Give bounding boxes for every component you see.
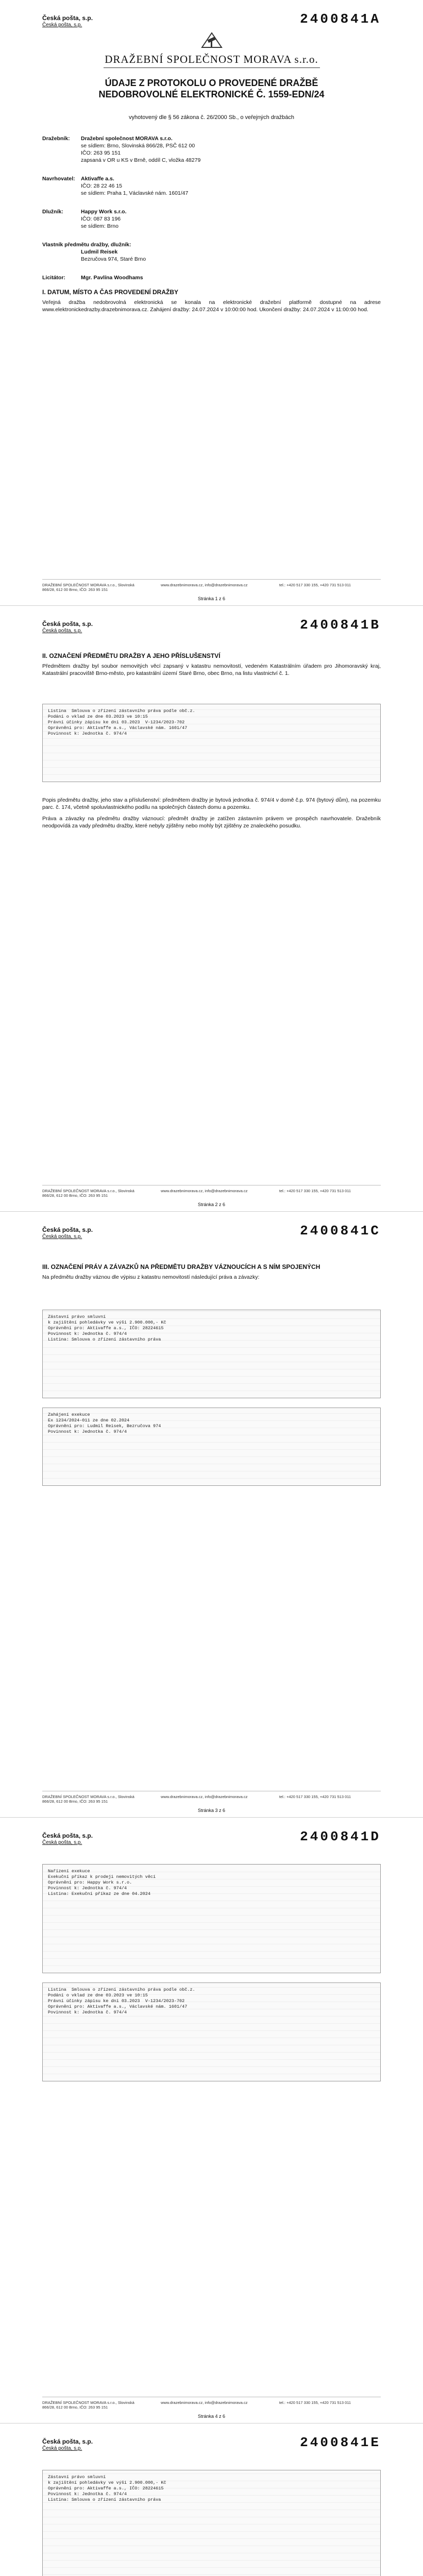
document-page-1 bbox=[0, 0, 423, 606]
parties-block bbox=[42, 135, 381, 281]
cadastral-extract-stamp: Nařízení exekuce Exekuční příkaz k prodeji nemovitých věcí Oprávnění pro: Happy Work s.r.o. Povinnost k: Jednotka č. 974/4 Listina: Exekuční příkaz ze dne 04.2024 bbox=[42, 1864, 381, 1973]
gavel-logo-icon bbox=[200, 31, 224, 48]
postal-header: Česká pošta, s.p. Česká pošta, s.p. bbox=[42, 1226, 93, 1240]
document-number: 2400841A bbox=[300, 11, 381, 27]
postal-header: Česká pošta, s.p. Česká pošta, s.p. bbox=[42, 1832, 93, 1845]
section-3-title: III. OZNAČENÍ PRÁV A ZÁVAZKŮ NA PŘEDMĚTU DRAŽBY VÁZNOUCÍCH A S NÍM SPOJENÝCH bbox=[42, 1263, 320, 1270]
proposer-row: Dražebník: Dražební společnost MORAVA s.r.o. se sídlem: Brno, Slovinská 866/28, PSČ 612 00 IČO: 263 95 151 zapsaná v OR u KS v Brně, oddíl C, vložka 48279 bbox=[42, 135, 381, 164]
document-page-4 bbox=[0, 1818, 423, 2424]
section-1 bbox=[42, 289, 381, 317]
document-number: 2400841C bbox=[300, 1223, 381, 1239]
postal-header: Česká pošta, s.p. Česká pošta, s.p. bbox=[42, 620, 93, 634]
cadastral-extract-stamp: Zástavní právo smluvní k zajištění pohledávky ve výši 2.900.000,- Kč Oprávnění pro: Aktivaffe a.s., IČO: 28224615 Povinnost k: Jednotka č. 974/4 Listina: Smlouva o zřízení zástavního práva bbox=[42, 1310, 381, 1398]
creditor-row: Navrhovatel: Aktivaffe a.s. IČO: 28 22 46 15 se sídlem: Praha 1, Václavské nám. 1601/47 bbox=[42, 175, 381, 197]
postal-company-sub: Česká pošta, s.p. bbox=[42, 22, 82, 28]
postal-header bbox=[42, 14, 93, 29]
page-number: Stránka 1 z 6 bbox=[197, 596, 226, 601]
section-3-text: Na předmětu dražby váznou dle výpisu z katastru nemovitostí následující práva a závazky: bbox=[42, 1274, 260, 1280]
section-2-description: Popis předmětu dražby, jeho stav a příslušenství: předmětem dražby je bytová jednotka č. 974/4 v domě č.p. 974 (bytový dům), na pozemku parc. č. 174, včetně spoluvlastnického podílu na společných částech domu a pozemku. Práva a závazky na předmětu dražby váznoucí: předmět dražby je zatížen zástavním právem ve prospěch navrhovatele. Dražebník neodpovídá za vady předmětu dražby, které nebyly zjištěny nebo mohly být zjištěny ze znaleckého posudku. bbox=[42, 797, 381, 829]
document-page-3 bbox=[0, 1212, 423, 1818]
section-3 bbox=[42, 1263, 381, 1285]
page-footer: DRAŽEBNÍ SPOLEČNOST MORAVA s.r.o., Slovinská 866/28, 612 00 Brno, IČO: 263 95 151 www.drazebnimorava.cz, info@drazebnimorava.cz tel.: +420 517 330 155, +420 731 513 011 bbox=[42, 2397, 381, 2410]
page-footer: DRAŽEBNÍ SPOLEČNOST MORAVA s.r.o., Slovinská 866/28, 612 00 Brno, IČO: 263 95 151 www.drazebnimorava.cz, info@drazebnimorava.cz tel.: +420 517 330 155, +420 731 513 011 bbox=[42, 1185, 381, 1198]
document-number: 2400841D bbox=[300, 1829, 381, 1844]
cadastral-extract-stamp: Zahájení exekuce Ex 1234/2024-011 ze dne 02.2024 Oprávnění pro: Ludmil Reisek, Bezručova 974 Povinnost k: Jednotka č. 974/4 bbox=[42, 1408, 381, 1486]
document-subtitle: vyhotovený dle § 56 zákona č. 26/2000 Sb., o veřejných dražbách bbox=[128, 114, 295, 121]
debtor-name: Happy Work s.r.o. bbox=[81, 209, 127, 215]
page-number: Stránka 2 z 6 bbox=[197, 1202, 226, 1207]
cadastral-extract-stamp: Zástavní právo smluvní k zajištění pohledávky ve výši 2.900.000,- Kč Oprávnění pro: Aktivaffe a.s., IČO: 28224615 Povinnost k: Jednotka č. 974/4 Listina: Smlouva o zřízení zástavního práva bbox=[42, 2470, 381, 2576]
cadastral-extract-text: Listina Smlouva o zřízení zástavního práva podle obč.z. Podání o vklad ze dne 03.2023 ve 10:15 Právní účinky zápisu ke dni 03.2023 V-1234/2023-702 Oprávnění pro: Aktivaffe a.s., Václavské nám. 1601/47 Povinnost k: Jednotka č. 974/4 bbox=[48, 708, 195, 736]
document-number: 2400841B bbox=[300, 617, 381, 633]
document-page-5 bbox=[0, 2424, 423, 2576]
postal-header: Česká pošta, s.p. Česká pošta, s.p. bbox=[42, 2438, 93, 2451]
debtor-row: Dlužník: Happy Work s.r.o. IČO: 087 83 196 se sídlem: Brno bbox=[42, 208, 381, 230]
document-page-2 bbox=[0, 606, 423, 1212]
logo-text: DRAŽEBNÍ SPOLEČNOST MORAVA s.r.o. bbox=[105, 53, 318, 65]
document-number: 2400841E bbox=[300, 2435, 381, 2450]
section-1-title: I. DATUM, MÍSTO A ČAS PROVEDENÍ DRAŽBY bbox=[42, 289, 179, 296]
section-2 bbox=[42, 652, 381, 681]
auctioneer-name: Mgr. Pavlína Woodhams bbox=[81, 275, 143, 281]
proposer-name: Dražební společnost MORAVA s.r.o. bbox=[81, 135, 173, 142]
page-number: Stránka 3 z 6 bbox=[197, 1808, 226, 1813]
owner-row: Vlastník předmětu dražby, dlužník: Ludmil Reisek Bezručova 974, Staré Brno bbox=[42, 241, 381, 263]
section-1-text: Veřejná dražba nedobrovolná elektronická se konala na elektronické dražební platformě dostupné na adrese www.elektronickedrazby.drazebnimorava.cz. Zahájení dražby: 24.07.2024 v 10:00:00 hod. Ukončení dražby: 24.07.2024 v 11:00:00 hod. bbox=[42, 299, 381, 313]
section-2-title: II. OZNAČENÍ PŘEDMĚTU DRAŽBY A JEHO PŘÍSLUŠENSTVÍ bbox=[42, 652, 221, 659]
section-2-text: Předmětem dražby byl soubor nemovitých věcí zapsaný v katastru nemovitostí, vedeném Katastrálním úřadem pro Jihomoravský kraj, Katastrální pracoviště Brno-město, pro katastrální území Staré Brno, obec Brno, na listu vlastnictví č. 1. bbox=[42, 663, 381, 676]
document-title: ÚDAJE Z PROTOKOLU O PROVEDENÉ DRAŽBĚ NEDOBROVOLNÉ ELEKTRONICKÉ Č. 1559-EDN/24 bbox=[98, 78, 325, 99]
company-logo bbox=[42, 31, 381, 68]
page-footer: DRAŽEBNÍ SPOLEČNOST MORAVA s.r.o., Slovinská 866/28, 612 00 Brno, IČO: 263 95 151 www.drazebnimorava.cz, info@drazebnimorava.cz tel.: +420 517 330 155, +420 731 513 011 bbox=[42, 1791, 381, 1804]
creditor-name: Aktivaffe a.s. bbox=[81, 176, 114, 182]
page-number: Stránka 4 z 6 bbox=[197, 2414, 226, 2419]
auctioneer-row: Licitátor: Mgr. Pavlína Woodhams bbox=[42, 274, 381, 281]
page-footer: DRAŽEBNÍ SPOLEČNOST MORAVA s.r.o., Slovinská 866/28, 612 00 Brno, IČO: 263 95 151 www.drazebnimorava.cz, info@drazebnimorava.cz tel.: +420 517 330 155, +420 731 513 011 bbox=[42, 579, 381, 592]
cadastral-extract-stamp bbox=[42, 704, 381, 782]
owner-name: Ludmil Reisek bbox=[81, 249, 118, 255]
cadastral-extract-stamp: Listina Smlouva o zřízení zástavního práva podle obč.z. Podání o vklad ze dne 03.2023 ve 10:15 Právní účinky zápisu ke dni 03.2023 V-1234/2023-702 Oprávnění pro: Aktivaffe a.s., Václavské nám. 1601/47 Povinnost k: Jednotka č. 974/4 bbox=[42, 1982, 381, 2081]
postal-company: Česká pošta, s.p. bbox=[42, 14, 93, 22]
